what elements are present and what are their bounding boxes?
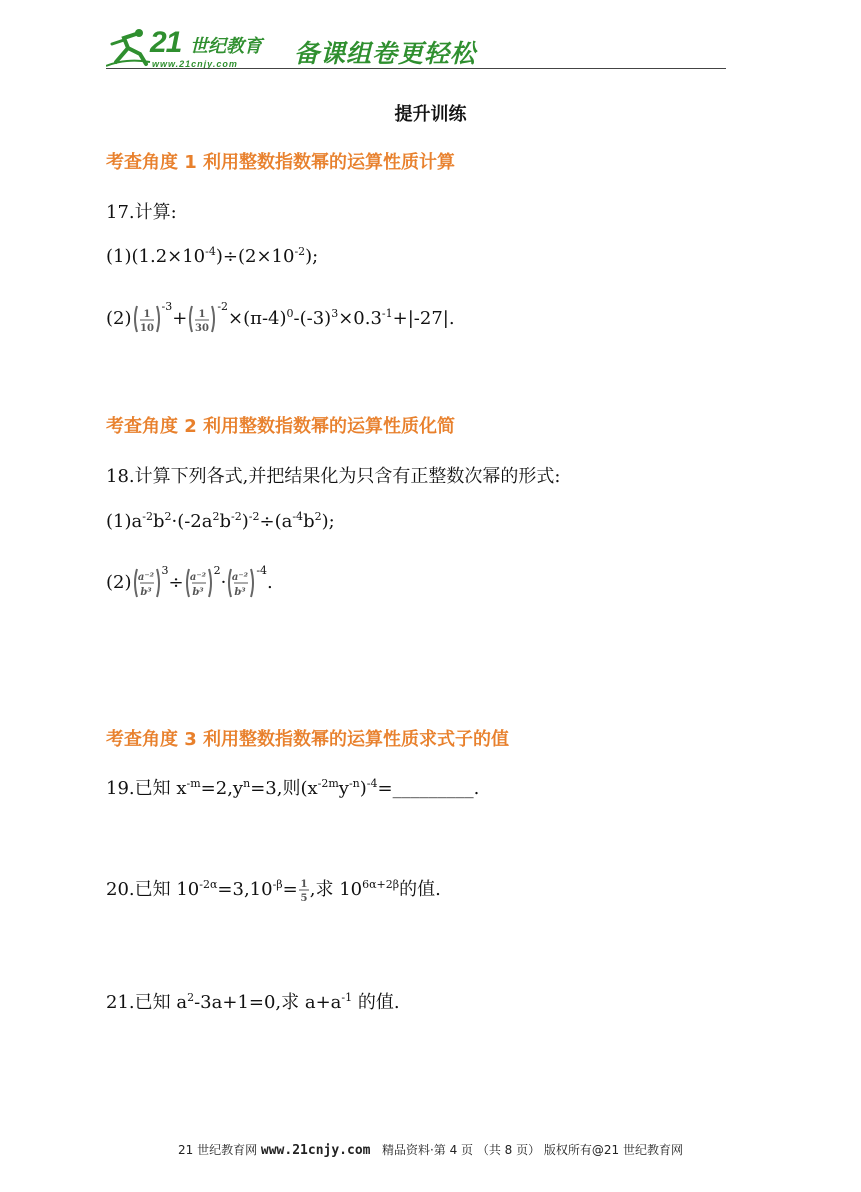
svg-text:30: 30 [195,323,210,334]
fraction-1-10-icon [132,303,162,335]
question-20: 20.已知 $10^{-2\alpha}=3,10^{-\beta}=$ 1 5 ,求 $10^{6\alpha+2\beta}$的值. [106,878,441,903]
footer-site-url: www.21cnjy.com [260,1143,371,1158]
header-slogan: 备课组卷更轻松 [294,39,477,68]
svg-text:a⁻²: a⁻² [232,572,249,583]
question-19: 19.已知 $x^{-m}=2,y^n=3$,则$(x^{-2m}y^{-n})^{-4}=\_\_\_\_\_\_\_\_\_$. [106,777,480,799]
svg-text:a⁻²: a⁻² [137,572,154,583]
runner-logo-icon [106,28,152,68]
section-heading-2: 考查角度 2 利用整数指数幂的运算性质化简 [106,416,456,437]
svg-text:b³: b³ [139,587,152,598]
logo-number: 21 [150,26,182,59]
fraction-1-5-icon [298,877,310,903]
question-21: 21.已知 $a^2-3a+1=0$,求 $a+a^{-1}$ 的值. [106,991,400,1013]
fraction-a-b-icon [184,566,214,600]
footer-page-info: 精品资料·第 4 页 （共 8 页） 版权所有@21 世纪教育网 [381,1143,683,1157]
question-17-part-2: (2) 1 10 $^{-3}$+ 1 30 $^{-2}\times(\pi-4)^0-(-3)^3\times 0.3^{-1}+|-27|$. [106,300,455,334]
fraction-1-30-icon [187,303,217,335]
logo-url: www.21cnjy.com [152,59,238,69]
svg-text:5: 5 [300,893,308,903]
footer-site-name: 21 世纪教育网 [177,1143,258,1157]
page-title: 提升训练 [394,104,467,125]
question-17-label: 17.计算: [106,202,177,223]
fraction-a-b-icon [132,566,162,600]
question-18-part-2: (2) a⁻² b³ $^3$÷ a⁻² b³ $^2$· a⁻² b³ $^{-4}$. [106,564,273,598]
question-17-part-1: $(1)(1.2\times 10^{-4})\div(2\times 10^{-2})$; [106,245,319,267]
section-heading-1: 考查角度 1 利用整数指数幂的运算性质计算 [106,152,456,173]
question-18-label: 18.计算下列各式,并把结果化为只含有正整数次幂的形式: [106,466,561,487]
page-footer [0,1141,861,1158]
svg-text:a⁻²: a⁻² [189,572,206,583]
fraction-a-b-icon [226,566,256,600]
svg-text:10: 10 [139,323,154,334]
logo-name: 世纪教育 [190,36,262,57]
svg-text:1: 1 [300,879,308,890]
svg-text:b³: b³ [234,587,247,598]
section-heading-3: 考查角度 3 利用整数指数幂的运算性质求式子的值 [106,729,510,750]
svg-text:1: 1 [198,309,206,320]
svg-text:1: 1 [143,309,150,320]
header-divider [106,68,726,69]
question-18-part-1: $(1)a^{-2}b^2\cdot(-2a^2b^{-2})^{-2}\div(a^{-4}b^2)$; [106,510,335,532]
svg-text:b³: b³ [191,587,204,598]
